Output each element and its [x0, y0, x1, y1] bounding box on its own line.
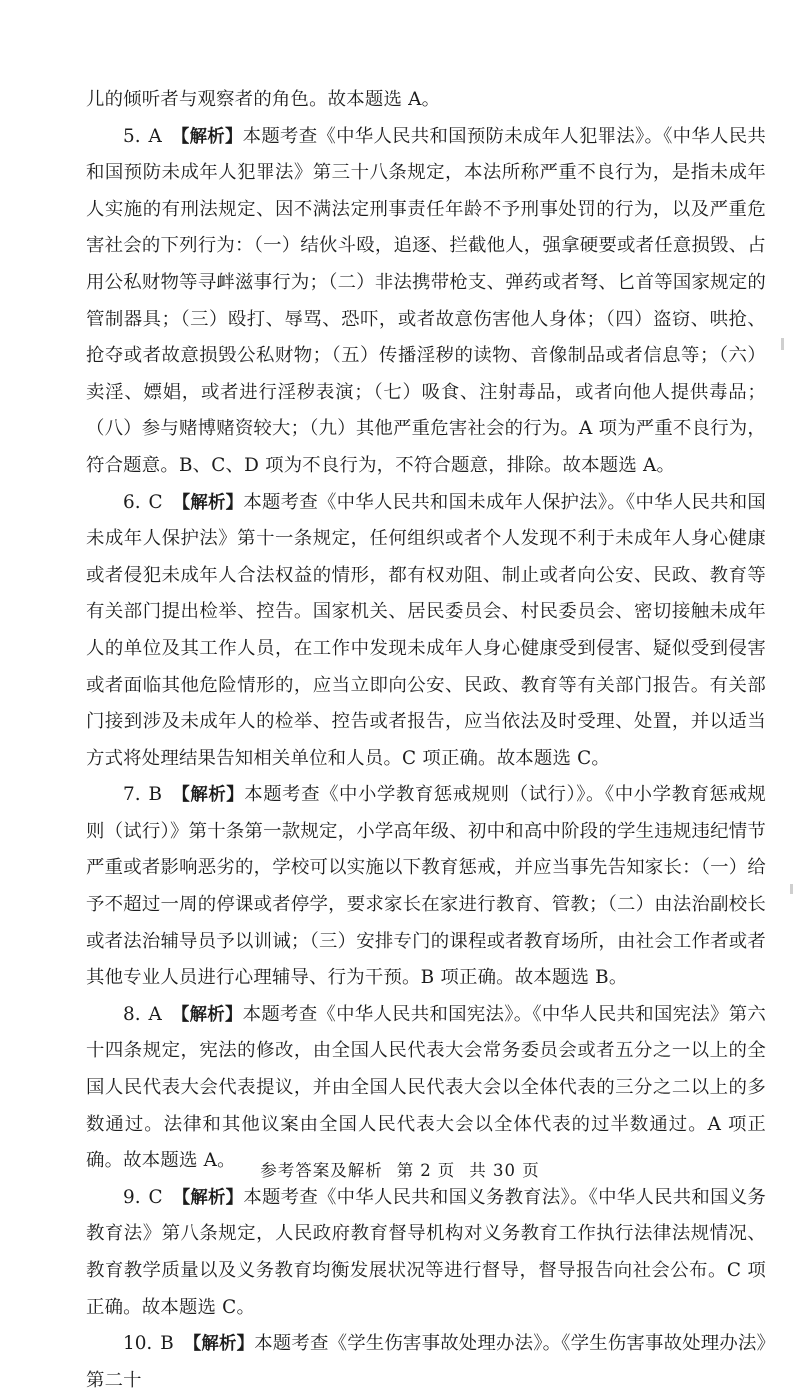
footer-title: 参考答案及解析	[260, 1161, 383, 1180]
item-number: 6.	[123, 491, 141, 513]
footer-total-pages: 共 30 页	[469, 1161, 540, 1180]
answer-item-9	[86, 1180, 766, 1326]
item-analysis-text: 本题考查《中华人民共和国预防未成年人犯罪法》。《中华人民共和国预防未成年人犯罪法》第三十八条规定，本法所称严重不良行为，是指未成年人实施的有刑法规定、因不满法定刑事责任年龄不予刑事处罚的行为，以及严重危害社会的下列行为：（一）结伙斗殴，追逐、拦截他人，强拿硬要或者任意损毁、占用公私财物等寻衅滋事行为；（二）非法携带枪支、弹药或者弩、匕首等国家规定的管制器具；（三）殴打、辱骂、恐吓，或者故意伤害他人身体；（四）盗窃、哄抢、抢夺或者故意损毁公私财物；（五）传播淫秽的读物、音像制品或者信息等；（六）卖淫、嫖娼，或者进行淫秽表演；（七）吸食、注射毒品，或者向他人提供毒品；（八）参与赌博赌资较大；（九）其他严重危害社会的行为。A 项为严重不良行为，符合题意。B、C、D 项为不良行为，不符合题意，排除。故本题选 A。	[86, 125, 766, 476]
item-number: 5.	[123, 125, 141, 147]
scan-edge-mark	[790, 884, 793, 894]
analysis-tag: 【解析】	[172, 1187, 244, 1208]
footer-page-suffix: 页	[437, 1161, 456, 1180]
item-analysis-text: 本题考查《中小学教育惩戒规则（试行）》。《中小学教育惩戒规则（试行）》第十条第一款规定，小学高年级、初中和高中阶段的学生违规违纪情节严重或者影响恶劣的，学校可以实施以下教育惩戒，并应当事先告知家长：（一）给予不超过一周的停课或者停学，要求家长在家进行教育、管教；（二）由法治副校长或者法治辅导员予以训诫；（三）安排专门的课程或者教育场所，由社会工作者或者其他专业人员进行心理辅导、行为干预。B 项正确。故本题选 B。	[86, 784, 766, 989]
item-answer: C	[148, 1186, 163, 1208]
item-analysis-text: 本题考查《学生伤害事故处理办法》。《学生伤害事故处理办法》第二十	[86, 1333, 766, 1391]
answer-item-10	[86, 1326, 766, 1399]
analysis-tag: 【解析】	[172, 785, 245, 806]
analysis-tag: 【解析】	[183, 1334, 255, 1355]
item-analysis-text: 本题考查《中华人民共和国宪法》。《中华人民共和国宪法》第六十四条规定，宪法的修改，由全国人民代表大会常务委员会或者五分之一以上的全国人民代表大会代表提议，并由全国人民代表大会以全体代表的三分之二以上的多数通过。法律和其他议案由全国人民代表大会以全体代表的过半数通过。A 项正确。故本题选 A。	[86, 1003, 766, 1172]
item-number: 9.	[123, 1186, 141, 1208]
answer-item-7	[86, 777, 766, 997]
analysis-tag: 【解析】	[171, 1004, 243, 1025]
footer-page-prefix: 第	[396, 1161, 415, 1180]
continuation-line	[86, 82, 766, 119]
item-analysis-text: 本题考查《中华人民共和国义务教育法》。《中华人民共和国义务教育法》第八条规定，人民政府教育督导机构对义务教育工作执行法律法规情况、教育教学质量以及义务教育均衡发展状况等进行督导，督导报告向社会公布。C 项正确。故本题选 C。	[86, 1186, 766, 1318]
item-answer: A	[148, 1003, 162, 1025]
answer-item-8	[86, 997, 766, 1180]
answer-item-6	[86, 485, 766, 778]
page-footer	[0, 1157, 800, 1181]
scan-edge-mark	[781, 338, 784, 350]
item-answer: A	[148, 125, 162, 147]
continuation-text: 儿的倾听者与观察者的角色。故本题选 A。	[86, 89, 441, 110]
answer-analysis-page	[86, 82, 766, 1399]
item-answer: B	[148, 784, 163, 806]
footer-page-number: 2	[420, 1161, 432, 1180]
item-analysis-text: 本题考查《中华人民共和国未成年人保护法》。《中华人民共和国未成年人保护法》第十一条规定，任何组织或者个人发现不利于未成年人身心健康或者侵犯未成年人合法权益的情形，都有权劝阻、制止或者向公安、民政、教育等有关部门提出检举、控告。国家机关、居民委员会、村民委员会、密切接触未成年人的单位及其工作人员，在工作中发现未成年人身心健康受到侵害、疑似受到侵害或者面临其他危险情形的，应当立即向公安、民政、教育等有关部门报告。有关部门接到涉及未成年人的检举、控告或者报告，应当依法及时受理、处置，并以适当方式将处理结果告知相关单位和人员。C 项正确。故本题选 C。	[86, 491, 766, 769]
item-answer: B	[160, 1333, 174, 1355]
item-number: 7.	[123, 784, 141, 806]
answer-item-5	[86, 119, 766, 485]
analysis-tag: 【解析】	[171, 126, 243, 147]
item-number: 10.	[123, 1333, 153, 1355]
analysis-tag: 【解析】	[172, 492, 244, 513]
item-answer: C	[148, 491, 163, 513]
item-number: 8.	[123, 1003, 141, 1025]
